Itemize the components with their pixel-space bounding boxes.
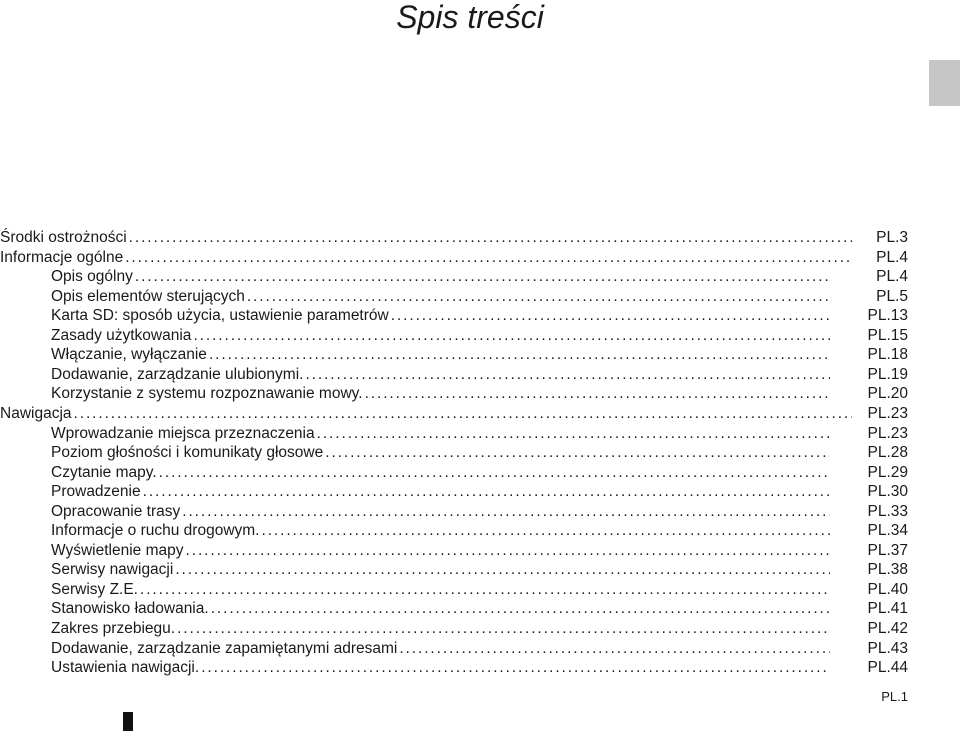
toc-entry-page: PL.29: [867, 463, 908, 481]
toc-entry-leader: [51, 639, 830, 658]
toc-entry-page: PL.4: [876, 268, 908, 286]
toc-entry-page: PL.40: [867, 580, 908, 598]
toc-entry[interactable]: [0, 463, 912, 482]
dot-leader: [175, 560, 830, 579]
dot-leader: [391, 306, 830, 325]
dot-leader: [129, 228, 852, 247]
toc-entry[interactable]: [0, 541, 912, 560]
toc-entry-label: Opracowanie trasy: [51, 502, 181, 520]
toc-entry[interactable]: [0, 580, 912, 599]
toc-entry-leader: [0, 404, 852, 423]
toc-entry[interactable]: [0, 384, 912, 403]
toc-entry-label: Dodawanie, zarządzanie ulubionymi.: [51, 365, 304, 383]
toc-entry-leader: [51, 365, 830, 384]
toc-entry[interactable]: [0, 345, 912, 364]
toc-entry-label: Opis ogólny: [51, 268, 133, 286]
dot-leader: [201, 658, 830, 677]
toc-entry-leader: [0, 228, 852, 247]
toc-entry-label: Stanowisko ładowania.: [51, 600, 209, 618]
dot-leader: [177, 619, 830, 638]
toc-entry-page: PL.38: [867, 561, 908, 579]
toc-entry-leader: [51, 384, 830, 403]
toc-entry-label: Karta SD: sposób użycia, ustawienie parametrów: [51, 307, 389, 325]
toc-entry[interactable]: [0, 424, 912, 443]
toc-entry-label: Włączanie, wyłączanie: [51, 346, 207, 364]
toc-entry-page: PL.19: [867, 365, 908, 383]
toc-entry-page: PL.4: [876, 248, 908, 266]
dot-leader: [325, 443, 830, 462]
toc-entry[interactable]: [0, 443, 912, 462]
toc-entry[interactable]: [0, 248, 912, 267]
dot-leader: [193, 326, 830, 345]
footer-page-number: PL.1: [881, 689, 908, 704]
dot-leader: [305, 365, 830, 384]
toc-entry-label: Korzystanie z systemu rozpoznawanie mowy.: [51, 385, 363, 403]
dot-leader: [365, 384, 830, 403]
toc-entry[interactable]: [0, 326, 912, 345]
toc-entry-label: Informacje ogólne: [0, 248, 124, 266]
toc-entry-label: Dodawanie, zarządzanie zapamiętanymi adresami: [51, 639, 398, 657]
section-tab-marker: [929, 60, 960, 106]
toc-entry[interactable]: [0, 482, 912, 501]
dot-leader: [182, 502, 830, 521]
toc-entry-leader: [0, 248, 852, 267]
page-title: Spis treści: [396, 0, 544, 35]
dot-leader: [209, 345, 830, 364]
toc-entry-leader: [51, 482, 830, 501]
toc-entry-leader: [51, 619, 830, 638]
toc-entry-leader: [51, 521, 830, 540]
dot-leader: [74, 404, 852, 423]
toc-entry[interactable]: [0, 365, 912, 384]
toc-entry-label: Czytanie mapy.: [51, 463, 157, 481]
toc-entry-label: Opis elementów sterujących: [51, 287, 245, 305]
toc-entry-label: Zakres przebiegu.: [51, 620, 176, 637]
toc-entry[interactable]: [0, 267, 912, 286]
toc-entry[interactable]: [0, 306, 912, 325]
toc-entry-label: Środki ostrożności: [0, 229, 127, 246]
toc-entry-page: PL.41: [867, 600, 908, 618]
toc-entry-page: PL.42: [867, 620, 908, 637]
toc-entry[interactable]: [0, 521, 912, 540]
toc-entry-label: Ustawienia nawigacji.: [51, 659, 200, 677]
toc-entry-leader: [51, 424, 830, 443]
toc-entry-page: PL.18: [867, 346, 908, 364]
dot-leader: [317, 424, 830, 443]
toc-entry-page: PL.44: [867, 659, 908, 677]
toc-entry[interactable]: [0, 560, 912, 579]
toc-entry-label: Informacje o ruchu drogowym.: [51, 522, 260, 540]
toc-entry-leader: [51, 463, 830, 482]
dot-leader: [135, 267, 830, 286]
dot-leader: [159, 463, 830, 482]
toc-entry-label: Serwisy nawigacji: [51, 561, 174, 579]
toc-entry-leader: [51, 658, 830, 677]
toc-entry-leader: [51, 267, 830, 286]
toc-entry[interactable]: [0, 599, 912, 618]
toc-entry-leader: [51, 599, 830, 618]
dot-leader: [211, 599, 830, 618]
print-crop-mark: [123, 712, 133, 731]
toc-entry-leader: [51, 541, 830, 560]
toc-entry-leader: [51, 443, 830, 462]
toc-entry-page: PL.13: [867, 307, 908, 325]
toc-entry-page: PL.23: [867, 404, 908, 422]
toc-entry-page: PL.28: [867, 444, 908, 462]
dot-leader: [399, 639, 830, 658]
toc-entry-leader: [51, 580, 830, 599]
toc-entry[interactable]: [0, 404, 912, 423]
toc-entry-leader: [51, 326, 830, 345]
toc-entry[interactable]: [0, 287, 912, 306]
toc-entry-page: PL.34: [867, 522, 908, 540]
toc-entry-label: Poziom głośności i komunikaty głosowe: [51, 444, 324, 462]
toc-entry-page: PL.30: [867, 483, 908, 501]
toc-entry-label: Prowadzenie: [51, 483, 141, 501]
toc-entry-page: PL.3: [876, 229, 908, 246]
toc-entry-leader: [51, 502, 830, 521]
toc-entry-leader: [51, 306, 830, 325]
toc-entry[interactable]: [0, 619, 912, 638]
toc-entry-page: PL.43: [867, 639, 908, 657]
toc-entry[interactable]: [0, 228, 912, 247]
toc-entry[interactable]: [0, 639, 912, 658]
dot-leader: [140, 580, 830, 599]
dot-leader: [261, 521, 830, 540]
toc-entry-leader: [51, 345, 830, 364]
dot-leader: [186, 541, 830, 560]
toc-entry-page: PL.15: [867, 326, 908, 344]
dot-leader: [143, 482, 830, 501]
toc-entry[interactable]: [0, 502, 912, 521]
dot-leader: [125, 248, 852, 267]
toc-entry-label: Zasady użytkowania: [51, 326, 192, 344]
toc-entry-page: PL.20: [867, 385, 908, 403]
toc-entry-page: PL.33: [867, 502, 908, 520]
toc-entry-label: Wprowadzanie miejsca przeznaczenia: [51, 424, 315, 442]
toc-entry-leader: [51, 287, 830, 306]
toc-entry-label: Wyświetlenie mapy: [51, 541, 184, 559]
toc-entry-label: Serwisy Z.E.: [51, 580, 138, 598]
toc-entry[interactable]: [0, 658, 912, 677]
toc-entry-label: Nawigacja: [0, 404, 72, 422]
toc-entry-page: PL.5: [876, 287, 908, 305]
toc-entry-page: PL.37: [867, 541, 908, 559]
toc-entry-leader: [51, 560, 830, 579]
toc-entry-page: PL.23: [867, 424, 908, 442]
dot-leader: [247, 287, 830, 306]
